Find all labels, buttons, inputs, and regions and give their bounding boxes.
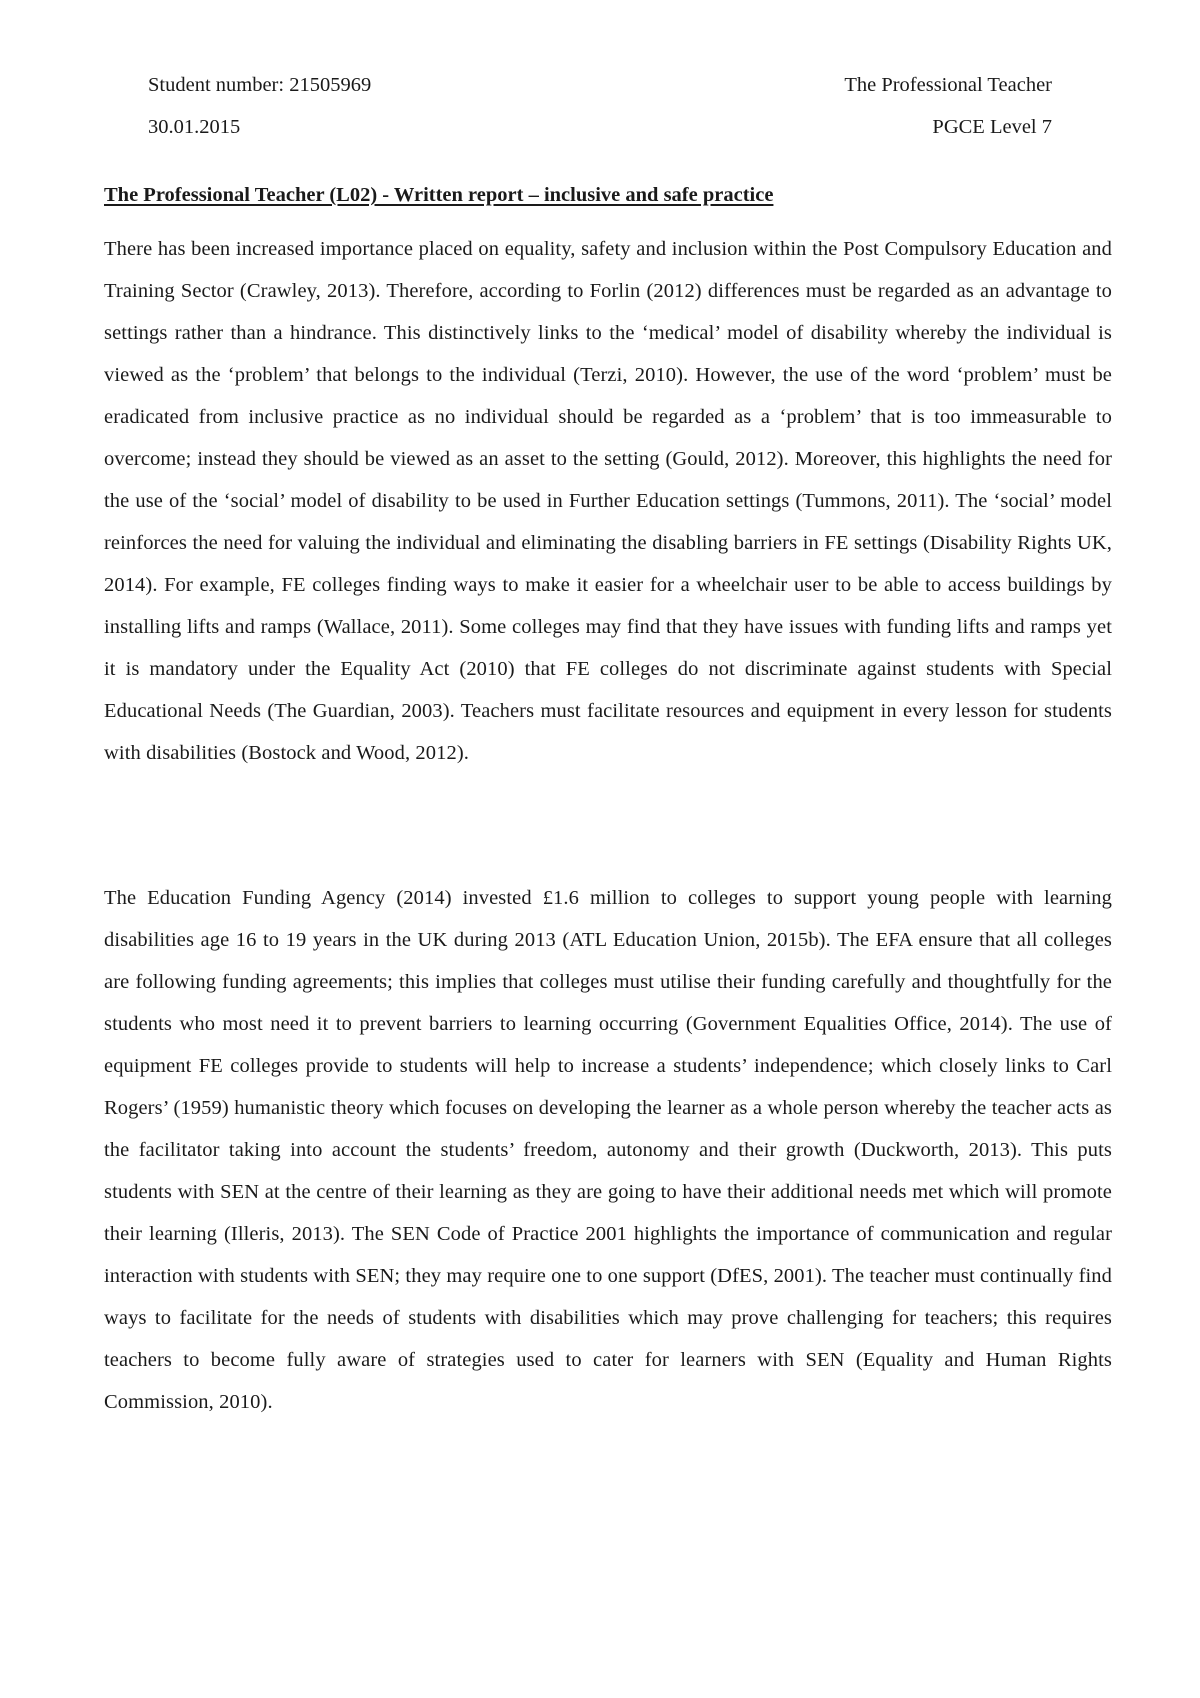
header-row-bottom: [148, 112, 1052, 142]
document-title: The Professional Teacher (L02) - Written report – inclusive and safe practice: [104, 184, 774, 206]
paragraph-1: There has been increased importance placed on equality, safety and inclusion within the Post Compulsory Education and Training Sector (Crawley, 2013). Therefore, according to Forlin (2012) differences must be regarded as an advantage to settings rather than a hindrance. This distinctively links to the ‘medical’ model of disability whereby the individual is viewed as the ‘problem’ that belongs to the individual (Terzi, 2010). However, the use of the word ‘problem’ must be eradicated from inclusive practice as no individual should be regarded as a ‘problem’ that is too immeasurable to overcome; instead they should be viewed as an asset to the setting (Gould, 2012). Moreover, this highlights the need for the use of the ‘social’ model of disability to be used in Further Education settings (Tummons, 2011). The ‘social’ model reinforces the need for valuing the individual and eliminating the disabling barriers in FE settings (Disability Rights UK, 2014). For example, FE colleges finding ways to make it easier for a wheelchair user to be able to access buildings by installing lifts and ramps (Wallace, 2011). Some colleges may find that they have issues with funding lifts and ramps yet it is mandatory under the Equality Act (2010) that FE colleges do not discriminate against students with Special Educational Needs (The Guardian, 2003). Teachers must facilitate resources and equipment in every lesson for students with disabilities (Bostock and Wood, 2012).: [104, 238, 1112, 764]
header-row-top: [148, 70, 1052, 100]
student-number: Student number: 21505969: [148, 74, 372, 96]
submission-date: 30.01.2015: [148, 116, 241, 138]
paragraph-2: The Education Funding Agency (2014) invested £1.6 million to colleges to support young people with learning disabilities age 16 to 19 years in the UK during 2013 (ATL Education Union, 2015b). The EFA ensure that all colleges are following funding agreements; this implies that colleges must utilise their funding carefully and thoughtfully for the students who most need it to prevent barriers to learning occurring (Government Equalities Office, 2014). The use of equipment FE colleges provide to students will help to increase a students’ independence; which closely links to Carl Rogers’ (1959) humanistic theory which focuses on developing the learner as a whole person whereby the teacher acts as the facilitator taking into account the students’ freedom, autonomy and their growth (Duckworth, 2013). This puts students with SEN at the centre of their learning as they are going to have their additional needs met which will promote their learning (Illeris, 2013). The SEN Code of Practice 2001 highlights the importance of communication and regular interaction with students with SEN; they may require one to one support (DfES, 2001). The teacher must continually find ways to facilitate for the needs of students with disabilities which may prove challenging for teachers; this requires teachers to become fully aware of strategies used to cater for learners with SEN (Equality and Human Rights Commission, 2010).: [104, 887, 1112, 1413]
module-name: The Professional Teacher: [844, 74, 1052, 96]
course-level: PGCE Level 7: [932, 116, 1052, 138]
